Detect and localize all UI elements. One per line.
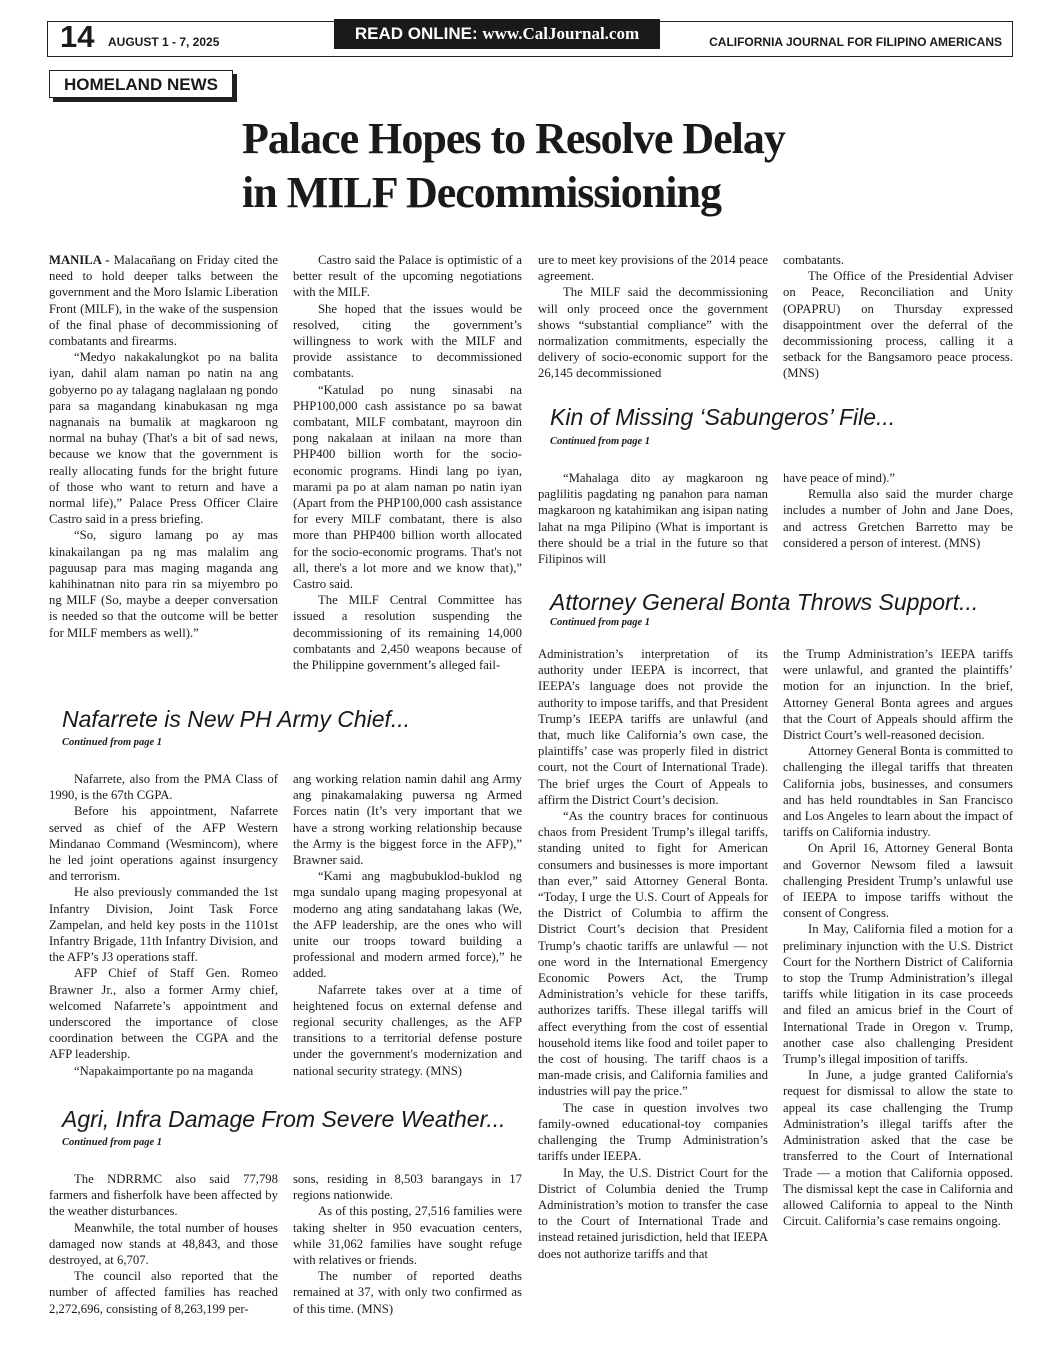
kin-continued: Continued from page 1: [550, 436, 651, 447]
paragraph: The NDRRMC also said 77,798 farmers and fisherfolk have been affected by the weather disturbances.: [49, 1172, 278, 1219]
kin-column-1: [538, 470, 768, 567]
paragraph: The case in question involves two family-owned educational-toy companies challenging the Trump Administration’s tariffs under IEEPA.: [538, 1100, 768, 1164]
dateline: MANILA -: [49, 253, 110, 267]
milf-column-2: [293, 252, 522, 673]
read-online-banner[interactable]: [334, 19, 660, 49]
paragraph: Attorney General Bonta is committed to challenging the illegal tariffs that threaten California jobs, businesses, and consumers and has held roundtables in San Francisco and Los Angeles to learn about the impact of tariffs on California industry.: [783, 744, 1013, 840]
paragraph: In May, the U.S. District Court for the District of Columbia denied the Trump Administration’s motion to transfer the case to the Court of International Trade and instead retained jurisdiction, held that IEEPA does not authorize tariffs and that: [538, 1165, 768, 1261]
bonta-heading: Attorney General Bonta Throws Support...: [550, 589, 979, 615]
paragraph: ang working relation namin dahil ang Army ang pinakamalaking puwersa ng Armed Forces natin (It’s very important that we have a strong working relationship because the Army is the biggest force in the AFP),” Brawner said.: [293, 772, 522, 868]
headline-line-1: Palace Hopes to Resolve Delay: [242, 114, 785, 163]
milf-column-3: [538, 252, 768, 382]
paragraph: In June, a judge granted California's request for dismissal to allow the state to appeal its case challenging the Trump Administration’s illegal tariffs after the Administration asked that the case be transferred to the Court of International Trade — a motion that California opposed. The dismissal kept the case in California and allowed California to appeal to the Ninth Circuit. California’s case remains ongoing.: [783, 1068, 1013, 1229]
milf-column-4: [783, 252, 1013, 382]
paragraph: He also previously commanded the 1st Infantry Division, Joint Task Force Zampelan, and held key posts in the 1101st Infantry Brigade, 11th Infantry Division, and the AFP’s J3 operations staff.: [49, 885, 278, 965]
paragraph: sons, residing in 8,503 barangays in 17 regions nationwide.: [293, 1172, 522, 1203]
paragraph: Remulla also said the murder charge includes a number of John and Jane Does, and actress Gretchen Barretto may be considered a person of interest. (MNS): [783, 487, 1013, 550]
paragraph: Before his appointment, Nafarrete served as chief of the AFP Western Mindanao Command (Wesmincom), where he led joint operations against insurgency and terrorism.: [49, 804, 278, 884]
paragraph: “Medyo nakakalungkot po na balita iyan, dahil alam naman po natin na ang gobyerno po ay talagang naglalaan ng pondo para sa magandang kinabukasan ng mga nagnanais na bumalik at magkaroon ng normal na buhay (That's a bit of sad news, because we know that the government is really allocating funds for the bright future of those who want to return and have a normal life),” Palace Press Officer Claire Castro said in a press briefing.: [49, 350, 278, 527]
website-link[interactable]: www.CalJournal.com: [482, 24, 640, 43]
paragraph: “Kami ang magbubuklod-buklod ng mga sundalo upang maging propesyonal at moderno ang ating sandatahang lakas (We, the AFP leadership, are the ones who will unite our troops toward building a professional and modern armed force),” he added.: [293, 869, 522, 981]
paragraph: As of this posting, 27,516 families were taking shelter in 950 evacuation centers, while 31,062 families have sought refuge with relatives or friends.: [293, 1204, 522, 1268]
masthead: [47, 21, 1013, 57]
kin-heading: Kin of Missing ‘Sabungeros’ File...: [550, 404, 896, 430]
kin-column-2: [783, 470, 1013, 551]
paragraph: “Napakaimportante po na maganda: [74, 1063, 254, 1078]
nafarrete-column-1: [49, 771, 278, 1079]
read-online-label: READ ONLINE:: [354, 24, 478, 43]
paragraph: In May, California filed a motion for a preliminary injunction with the U.S. District Court for the Northern District of California to stop the Trump Administration’s illegal tariffs while litigation in its case proceeds and filed an amicus brief in the Court of International Trade in Oregon v. Trump, another case also challenging President Trump’s illegal imposition of tariffs.: [783, 922, 1013, 1067]
paragraph: Nafarrete, also from the PMA Class of 1990, is the 67th CGPA.: [49, 772, 278, 803]
paragraph: the Trump Administration’s IEEPA tariffs were unlawful, and granted the plaintiffs’ motion for an injunction. In the brief, Attorney General Bonta agrees and argues that the Court of Appeals should affirm the District Court’s well-reasoned decision.: [783, 647, 1013, 743]
publication-name: CALIFORNIA JOURNAL FOR FILIPINO AMERICANS: [709, 35, 1002, 49]
paragraph: The Office of the Presidential Adviser on Peace, Reconciliation and Unity (OPAPRU) on Thursday expressed disappointment over the deferral of the decommissioning process, calling it a setback for the Bangsamoro peace process. (MNS): [783, 269, 1013, 381]
agri-column-2: [293, 1171, 522, 1317]
page-number: 14: [60, 19, 95, 54]
paragraph: combatants.: [783, 253, 844, 267]
bonta-continued: Continued from page 1: [550, 617, 651, 628]
headline-line-2: in MILF Decommissioning: [242, 168, 721, 217]
paragraph: Meanwhile, the total number of houses damaged now stands at 48,843, and those destroyed, at 6,707.: [49, 1220, 278, 1268]
paragraph: “Katulad po nung sinasabi na PHP100,000 cash assistance po sa bawat combatant, MILF combatant, mayroon din pong nakalaan at inilaan na more than PHP400 billion worth for the socio-economic programs. Hindi lang po iyan, marami pa po at alam naman po natin iyan (Apart from the PHP100,000 cash assistance for every MILF combatant, there is also more than PHP400 billion worth allocated for the socio-economic programs. That's not all, there's a lot more and we know that),” Castro said.: [293, 382, 522, 592]
section-label: HOMELAND NEWS: [49, 70, 233, 98]
paragraph: Administration’s interpretation of its authority under IEEPA is incorrect, that IEEPA’s language does not provide the authority to impose tariffs, and that President Trump’s IEEPA tariffs are unlawful (and that, much like California’s own case, the plaintiffs’ case was properly filed in district court, not the Court of International Trade). The brief urges the Court of Appeals to affirm the District Court’s decision.: [538, 647, 768, 807]
paragraph: She hoped that the issues would be resolved, citing the government’s willingness to work with the MILF and provide assistance to decommissioned combatants.: [293, 301, 522, 381]
paragraph: The number of reported deaths remained at 37, with only two confirmed as of this time. (MNS): [293, 1269, 522, 1316]
paragraph: MANILA - Malacañang on Friday cited the need to hold deeper talks between the government and the Moro Islamic Liberation Front (MILF), in the wake of the suspension of the final phase of decommissioning of combatants and firearms.: [49, 253, 278, 349]
nafarrete-continued: Continued from page 1: [62, 737, 163, 748]
nafarrete-column-2: [293, 771, 522, 1079]
milf-column-1: [49, 252, 278, 641]
paragraph: The MILF said the decommissioning will only proceed once the government shows “substantial compliance” with the normalization commitments, especially the delivery of socio-economic support for the 26,145 decommissioned: [538, 285, 768, 381]
bonta-column-2: [783, 646, 1013, 1229]
paragraph: “As the country braces for continuous chaos from President Trump’s illegal tariffs, standing united to fight for American consumers and businesses is more important than ever,” said Attorney General Bonta. “Today, I urge the U.S. Court of Appeals for the District of Columbia to affirm the District Court’s decision that President Trump’s chaotic tariffs are unlawful — not one word in the International Emergency Economic Powers Act, the Trump Administration’s vehicle for these tariffs, authorizes tariffs. These illegal tariffs will affect everything from the cost of essential household items like food and toilet paper to the cost of housing. The tariff chaos is a man-made crisis, and California families and industries will pay the price.”: [538, 809, 768, 1099]
issue-date: AUGUST 1 - 7, 2025: [108, 35, 220, 49]
bonta-column-1: [538, 646, 768, 1262]
paragraph: “So, siguro lamang po ay mas kinakailangan pa ng mas malalim ang paguusap para mas maging maganda ang kahihinatnan nito para rin sa miyembro po ng MILF (So, maybe a deeper conversation is needed so that the outcome will be better for MILF members as well).”: [49, 528, 278, 640]
paragraph: On April 16, Attorney General Bonta and Governor Newsom filed a lawsuit challenging President Trump’s unlawful use of IEEPA to impose tariffs without the consent of Congress.: [783, 841, 1013, 921]
paragraph: Castro said the Palace is optimistic of a better result of the upcoming negotiations with the MILF.: [293, 253, 522, 300]
paragraph: AFP Chief of Staff Gen. Romeo Brawner Jr., also a former Army chief, welcomed Nafarrete’s appointment and underscored the importance of close coordination between the CGPA and the AFP leadership.: [49, 966, 278, 1062]
paragraph: The council also reported that the number of affected families has reached 2,272,696, consisting of 8,263,199 per-: [49, 1269, 278, 1316]
paragraph: Nafarrete takes over at a time of heightened focus on external defense and regional security challenges, as the AFP transitions to a territorial defense posture under the government's modernization and national security strategy. (MNS): [293, 982, 522, 1078]
nafarrete-heading: Nafarrete is New PH Army Chief...: [62, 706, 411, 732]
agri-heading: Agri, Infra Damage From Severe Weather...: [62, 1106, 506, 1132]
paragraph: The MILF Central Committee has issued a resolution suspending the decommissioning of its remaining 14,000 combatants and 2,450 weapons because of the Philippine government’s alleged fail-: [293, 593, 522, 673]
agri-column-1: [49, 1171, 278, 1317]
paragraph: have peace of mind).”: [783, 471, 896, 485]
paragraph: “Mahalaga dito ay magkaroon ng paglilitis pagdating ng panahon para naman magkaroon ng katahimikan ang isipan nating lahat na mga Pilipino (What is important is there should be a trial in the future so that Filipinos will: [538, 471, 768, 567]
paragraph: ure to meet key provisions of the 2014 peace agreement.: [538, 253, 768, 284]
agri-continued: Continued from page 1: [62, 1137, 163, 1148]
main-headline: [242, 112, 1002, 220]
